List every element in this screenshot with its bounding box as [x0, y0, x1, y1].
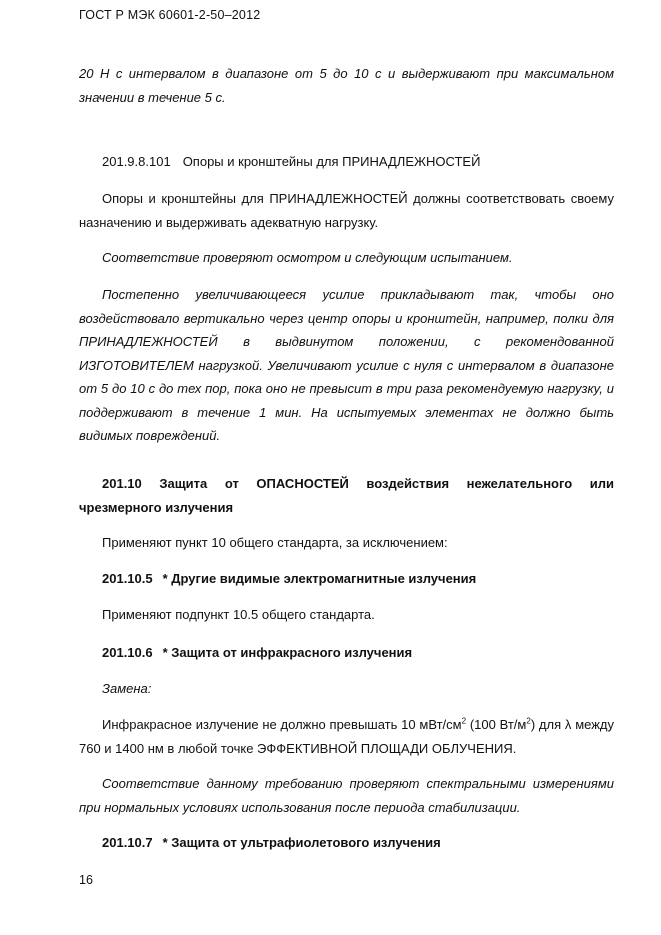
section-title: Опоры и кронштейны для ПРИНАДЛЕЖНОСТЕЙ [182, 154, 481, 169]
section-title: * Защита от инфракрасного излучения [162, 645, 413, 660]
ir-text-part1: Инфракрасное излучение не должно превышать 10 мВт/см [102, 717, 462, 732]
section-number: 201.10.7 [102, 835, 153, 850]
section-number: 201.10.6 [102, 645, 153, 660]
section-number: 201.9.8.101 [102, 154, 171, 169]
superscript: 2 [526, 716, 531, 726]
section-title: * Защита от ультрафиолетового излучения [162, 835, 441, 850]
section-title: Защита от ОПАСНОСТЕЙ воздействия нежелательного или чрезмерного излучения [79, 476, 614, 515]
page-number: 16 [79, 873, 93, 887]
section-heading-201-10-5 [79, 567, 614, 591]
paragraph-apply-clause-10: Применяют пункт 10 общего стандарта, за исключением: [102, 535, 448, 550]
paragraph-test-procedure: Постепенно увеличивающееся усилие прикладывают так, чтобы оно воздействовало вертикально через центр опоры и кронштейн, например, полки для ПРИНАДЛЕЖНОСТЕЙ в выдвинутом положении, с рекомендованной ИЗГОТОВИТЕЛЕМ нагрузкой. Увеличивают усилие с нуля с интервалом в диапазоне от 5 до 10 с до тех пор, пока оно не превысит в три раза рекомендуемую нагрузку, и поддерживают в течение 1 мин. На испытуемых элементах не должно быть видимых повреждений. [79, 287, 614, 443]
section-number: 201.10.5 [102, 571, 153, 586]
paragraph-apply-subclause-10-5: Применяют подпункт 10.5 общего стандарта. [102, 607, 375, 622]
paragraph-continued: 20 Н с интервалом в диапазоне от 5 до 10 с и выдерживают при максимальном значении в течение 5 с. [79, 66, 614, 105]
section-heading-201-10-7 [79, 831, 614, 855]
section-number: 201.10 [102, 476, 142, 491]
ir-text-part2: (100 Вт/м [466, 717, 527, 732]
superscript: 2 [461, 716, 467, 726]
paragraph-supports: Опоры и кронштейны для ПРИНАДЛЕЖНОСТЕЙ должны соответствовать своему назначению и выдерживать адекватную нагрузку. [79, 191, 614, 230]
paragraph-compliance-spectral: Соответствие данному требованию проверяют спектральными измерениями при нормальных условиях использования после периода стабилизации. [79, 776, 614, 815]
paragraph-infrared-limit [79, 713, 614, 760]
section-heading-201-10 [79, 472, 614, 519]
paragraph-compliance-inspection: Соответствие проверяют осмотром и следующим испытанием. [102, 250, 513, 265]
paragraph-replacement-label: Замена: [102, 681, 152, 696]
section-title: * Другие видимые электромагнитные излучения [162, 571, 477, 586]
ir-text-part3: ) для λ между 760 и 1400 нм в любой точке ЭФФЕКТИВНОЙ ПЛОЩАДИ ОБЛУЧЕНИЯ. [79, 717, 615, 756]
section-heading-201-9-8-101 [79, 150, 614, 174]
document-header: ГОСТ Р МЭК 60601-2-50–2012 [79, 8, 261, 22]
section-heading-201-10-6 [79, 641, 614, 665]
